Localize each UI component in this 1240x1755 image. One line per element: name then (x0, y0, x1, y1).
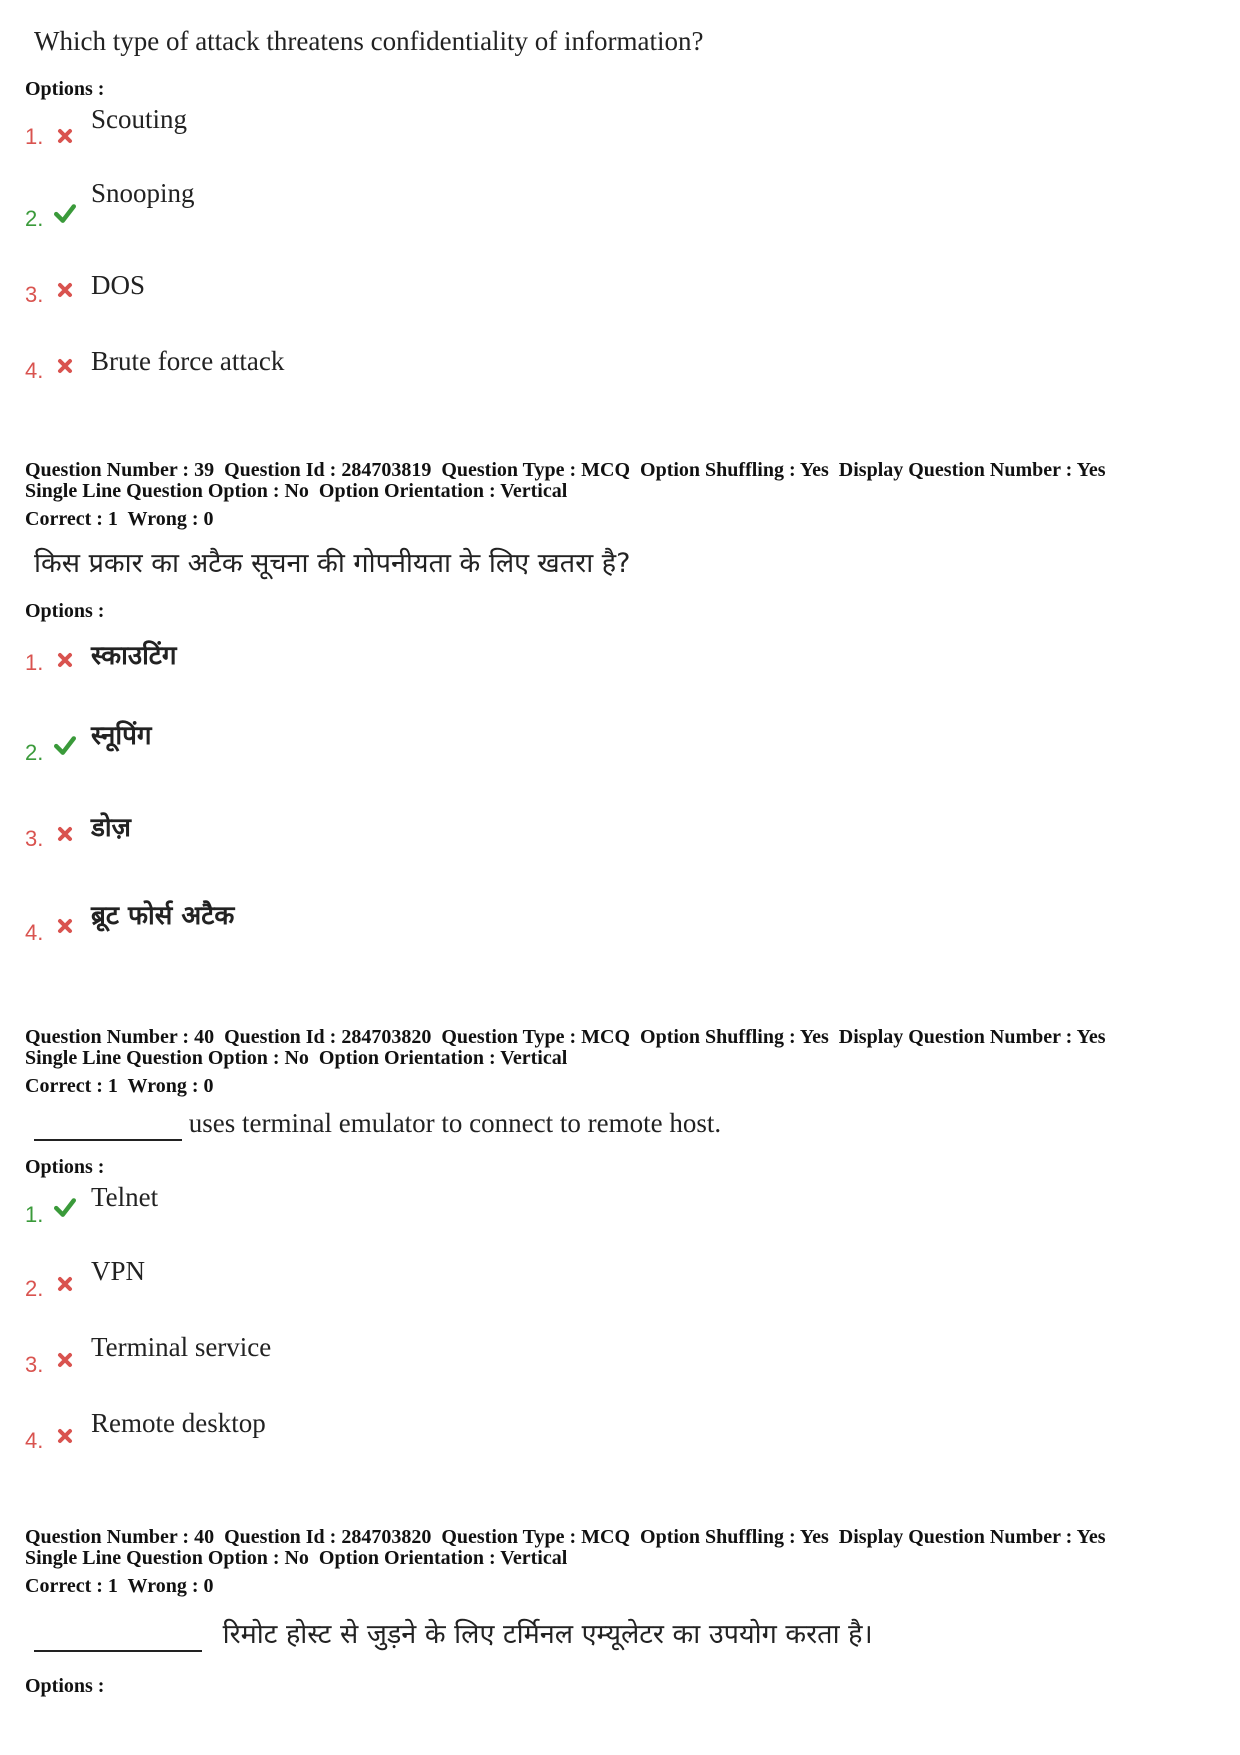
cross-icon (55, 126, 75, 151)
question-meta-line: Question Number : 40 Question Id : 284703820 Question Type : MCQ Option Shuffling : Yes Display Question Number : Yes (25, 1026, 1106, 1048)
option-text: ब्रूट फोर्स अटैक (91, 901, 235, 931)
question-meta-line: Single Line Question Option : No Option Orientation : Vertical (25, 1547, 568, 1569)
option-number: 1. (25, 1202, 44, 1227)
option-text: डोज़ (91, 813, 131, 843)
question-text-row (34, 1614, 873, 1652)
question-text: Which type of attack threatens confidentiality of information? (34, 26, 704, 56)
fill-in-blank (34, 1619, 202, 1652)
check-icon (53, 202, 77, 229)
option-number: 3. (25, 826, 44, 851)
option-text: Snooping (91, 178, 195, 208)
option-text: Scouting (91, 104, 188, 134)
cross-icon (55, 824, 75, 849)
question-text: रिमोट होस्ट से जुड़ने के लिए टर्मिनल एम्यूलेटर का उपयोग करता है। (222, 1619, 873, 1650)
options-label: Options : (25, 1675, 105, 1697)
fill-in-blank (34, 1108, 182, 1141)
option-text: स्नूपिंग (91, 721, 152, 751)
cross-icon (55, 1350, 75, 1375)
cross-icon (55, 650, 75, 675)
option-number: 3. (25, 282, 44, 307)
options-label: Options : (25, 78, 105, 100)
question-text: किस प्रकार का अटैक सूचना की गोपनीयता के लिए खतरा है? (34, 548, 631, 579)
option-number: 1. (25, 650, 44, 675)
option-number: 2. (25, 1276, 44, 1301)
question-meta-line: Single Line Question Option : No Option Orientation : Vertical (25, 480, 568, 502)
option-number: 2. (25, 740, 44, 765)
question-text: uses terminal emulator to connect to remote host. (188, 1108, 722, 1138)
cross-icon (55, 280, 75, 305)
question-meta-line: Single Line Question Option : No Option Orientation : Vertical (25, 1047, 568, 1069)
option-number: 4. (25, 1428, 44, 1453)
question-meta-line: Question Number : 39 Question Id : 284703819 Question Type : MCQ Option Shuffling : Yes Display Question Number : Yes (25, 459, 1106, 481)
option-text: VPN (91, 1256, 146, 1286)
option-number: 4. (25, 358, 44, 383)
option-number: 4. (25, 920, 44, 945)
cross-icon (55, 1426, 75, 1451)
cross-icon (55, 356, 75, 381)
options-label: Options : (25, 600, 105, 622)
option-number: 3. (25, 1352, 44, 1377)
option-number: 1. (25, 124, 44, 149)
option-number: 2. (25, 206, 44, 231)
cross-icon (55, 916, 75, 941)
option-text: DOS (91, 270, 146, 300)
question-text-row (34, 1108, 721, 1141)
option-text: Telnet (91, 1182, 159, 1212)
option-text: Terminal service (91, 1332, 272, 1362)
score-line: Correct : 1 Wrong : 0 (25, 1075, 214, 1097)
check-icon (53, 1196, 77, 1223)
question-meta-line: Question Number : 40 Question Id : 284703820 Question Type : MCQ Option Shuffling : Yes Display Question Number : Yes (25, 1526, 1106, 1548)
score-line: Correct : 1 Wrong : 0 (25, 508, 214, 530)
option-text: Brute force attack (91, 346, 285, 376)
check-icon (53, 734, 77, 761)
option-text: Remote desktop (91, 1408, 266, 1438)
cross-icon (55, 1274, 75, 1299)
option-text: स्काउटिंग (91, 641, 177, 671)
options-label: Options : (25, 1156, 105, 1178)
score-line: Correct : 1 Wrong : 0 (25, 1575, 214, 1597)
